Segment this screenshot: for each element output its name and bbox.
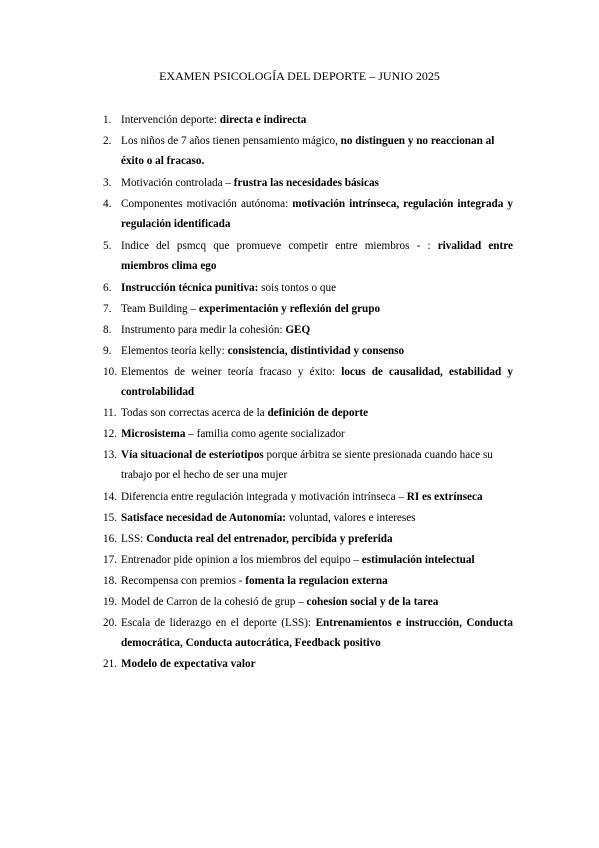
item-number: 20. <box>103 617 117 629</box>
item-text-plain: Intervención deporte: <box>121 114 220 126</box>
item-number: 17. <box>103 554 117 566</box>
list-item <box>103 613 513 654</box>
item-text-plain: Instrumento para medir la cohesión: <box>121 324 286 336</box>
list-item <box>103 236 513 277</box>
item-text <box>121 654 513 674</box>
item-text-plain: Escala de liderazgo en el deporte (LSS): <box>121 617 316 629</box>
item-text <box>121 403 513 423</box>
list-item <box>103 110 513 130</box>
item-text-plain: Elementos de weiner teoría fracaso y éxito: <box>121 366 342 378</box>
item-text-plain: Diferencia entre regulación integrada y motivación intrínseca – <box>121 491 407 503</box>
list-item <box>103 131 513 172</box>
item-text-bold: Instrucción técnica punitiva: <box>121 282 259 294</box>
item-text-bold: Microsistema <box>121 428 186 440</box>
item-number: 14. <box>103 491 117 503</box>
item-text <box>121 362 513 403</box>
item-number: 8. <box>103 324 112 336</box>
item-text-bold: directa e indirecta <box>219 114 307 126</box>
item-text <box>121 320 513 340</box>
list-item <box>103 173 513 193</box>
item-text-bold: estimulación intelectual <box>361 554 475 566</box>
item-text <box>121 424 513 444</box>
item-text-plain: Componentes motivación autónoma: <box>121 198 293 210</box>
item-number: 7. <box>103 303 112 315</box>
item-text-bold: consistencia, distintividad y consenso <box>227 345 405 357</box>
item-text-plain: Team Building – <box>121 303 199 315</box>
item-text <box>121 299 513 319</box>
item-text-bold: Entrenamientos e instrucción, Conducta democrática, Conducta autocrática, Feedback positivo <box>121 617 513 650</box>
item-text <box>121 110 513 130</box>
item-text-bold: GEQ <box>285 324 311 336</box>
item-number: 2. <box>103 135 112 147</box>
item-text-after: – familia como agente socializador <box>185 428 345 440</box>
item-text-after: porque árbitra se siente presionada cuando hace su trabajo por el hecho de ser una mujer <box>121 449 493 482</box>
item-number: 19. <box>103 596 117 608</box>
item-number: 3. <box>103 177 112 189</box>
item-number: 6. <box>103 282 112 294</box>
item-text-plain: Todas son correctas acerca de la <box>121 407 268 419</box>
exam-title: EXAMEN PSICOLOGÍA DEL DEPORTE – JUNIO 2025 <box>159 69 440 83</box>
item-text <box>121 508 513 528</box>
item-text-bold: cohesion social y de la tarea <box>306 596 439 608</box>
item-text <box>121 131 513 172</box>
item-number: 1. <box>103 114 112 126</box>
item-number: 21. <box>103 658 117 670</box>
item-number: 5. <box>103 240 112 252</box>
item-text-plain: Los niños de 7 años tienen pensamiento mágico, <box>121 135 341 147</box>
item-text-bold: Satisface necesidad de Autonomía: <box>121 512 287 524</box>
list-item <box>103 550 513 570</box>
item-text <box>121 613 513 654</box>
item-text-bold: Vía situacional de esteriotipos <box>121 449 264 461</box>
list-item <box>103 403 513 423</box>
item-text-plain: Motivación controlada – <box>121 177 234 189</box>
item-text-bold: experimentación y reflexión del grupo <box>198 303 381 315</box>
item-number: 15. <box>103 512 117 524</box>
item-text <box>121 571 513 591</box>
list-item <box>103 299 513 319</box>
list-item <box>103 362 513 403</box>
item-text-plain: Model de Carron de la cohesió de grup – <box>121 596 307 608</box>
item-text <box>121 278 513 298</box>
item-text-bold: frustra las necesidades básicas <box>233 177 379 189</box>
item-text-plain: Indice del psmcq que promueve competir entre miembros - : <box>121 240 438 252</box>
list-item <box>103 445 513 486</box>
list-item <box>103 424 513 444</box>
item-text <box>121 194 513 235</box>
item-text-bold: locus de causalidad, estabilidad y controlabilidad <box>121 366 514 399</box>
item-text-plain: Entrenador pide opinion a los miembros del equipo – <box>121 554 362 566</box>
item-text-bold: Modelo de expectativa valor <box>121 658 256 670</box>
item-text-plain: Recompensa con premios - <box>121 575 246 587</box>
item-text <box>121 487 513 507</box>
item-number: 11. <box>103 407 117 419</box>
item-text-bold: fomenta la regulacion externa <box>245 575 388 587</box>
item-text-after: sois tontos o que <box>258 282 337 294</box>
list-item <box>103 320 513 340</box>
item-number: 18. <box>103 575 117 587</box>
item-text-bold: Conducta real del entrenador, percibida y preferida <box>146 533 393 545</box>
item-number: 9. <box>103 345 112 357</box>
list-item <box>103 487 513 507</box>
item-text <box>121 445 513 486</box>
item-number: 13. <box>103 449 117 461</box>
item-text <box>121 550 513 570</box>
list-item <box>103 571 513 591</box>
list-item <box>103 529 513 549</box>
item-number: 16. <box>103 533 117 545</box>
item-text-bold: no distinguen y no reaccionan al éxito o al fracaso. <box>121 135 495 168</box>
list-item <box>103 654 513 674</box>
item-text <box>121 236 513 277</box>
list-item <box>103 194 513 235</box>
item-text-plain: Elementos teoría kelly: <box>121 345 228 357</box>
list-item <box>103 592 513 612</box>
list-item <box>103 341 513 361</box>
item-text <box>121 341 513 361</box>
item-text <box>121 592 513 612</box>
item-number: 10. <box>103 366 117 378</box>
item-text-after: voluntad, valores e intereses <box>286 512 416 524</box>
item-text <box>121 173 513 193</box>
list-item <box>103 278 513 298</box>
item-text-bold: motivación intrínseca, regulación integrada y regulación identificada <box>121 198 513 231</box>
item-text-bold: RI es extrínseca <box>406 491 483 503</box>
item-number: 4. <box>103 198 112 210</box>
item-text-bold: rivalidad entre miembros clima ego <box>121 240 513 273</box>
item-text-bold: definición de deporte <box>267 407 369 419</box>
item-text <box>121 529 513 549</box>
item-text-plain: LSS: <box>121 533 147 545</box>
item-number: 12. <box>103 428 117 440</box>
list-item <box>103 508 513 528</box>
